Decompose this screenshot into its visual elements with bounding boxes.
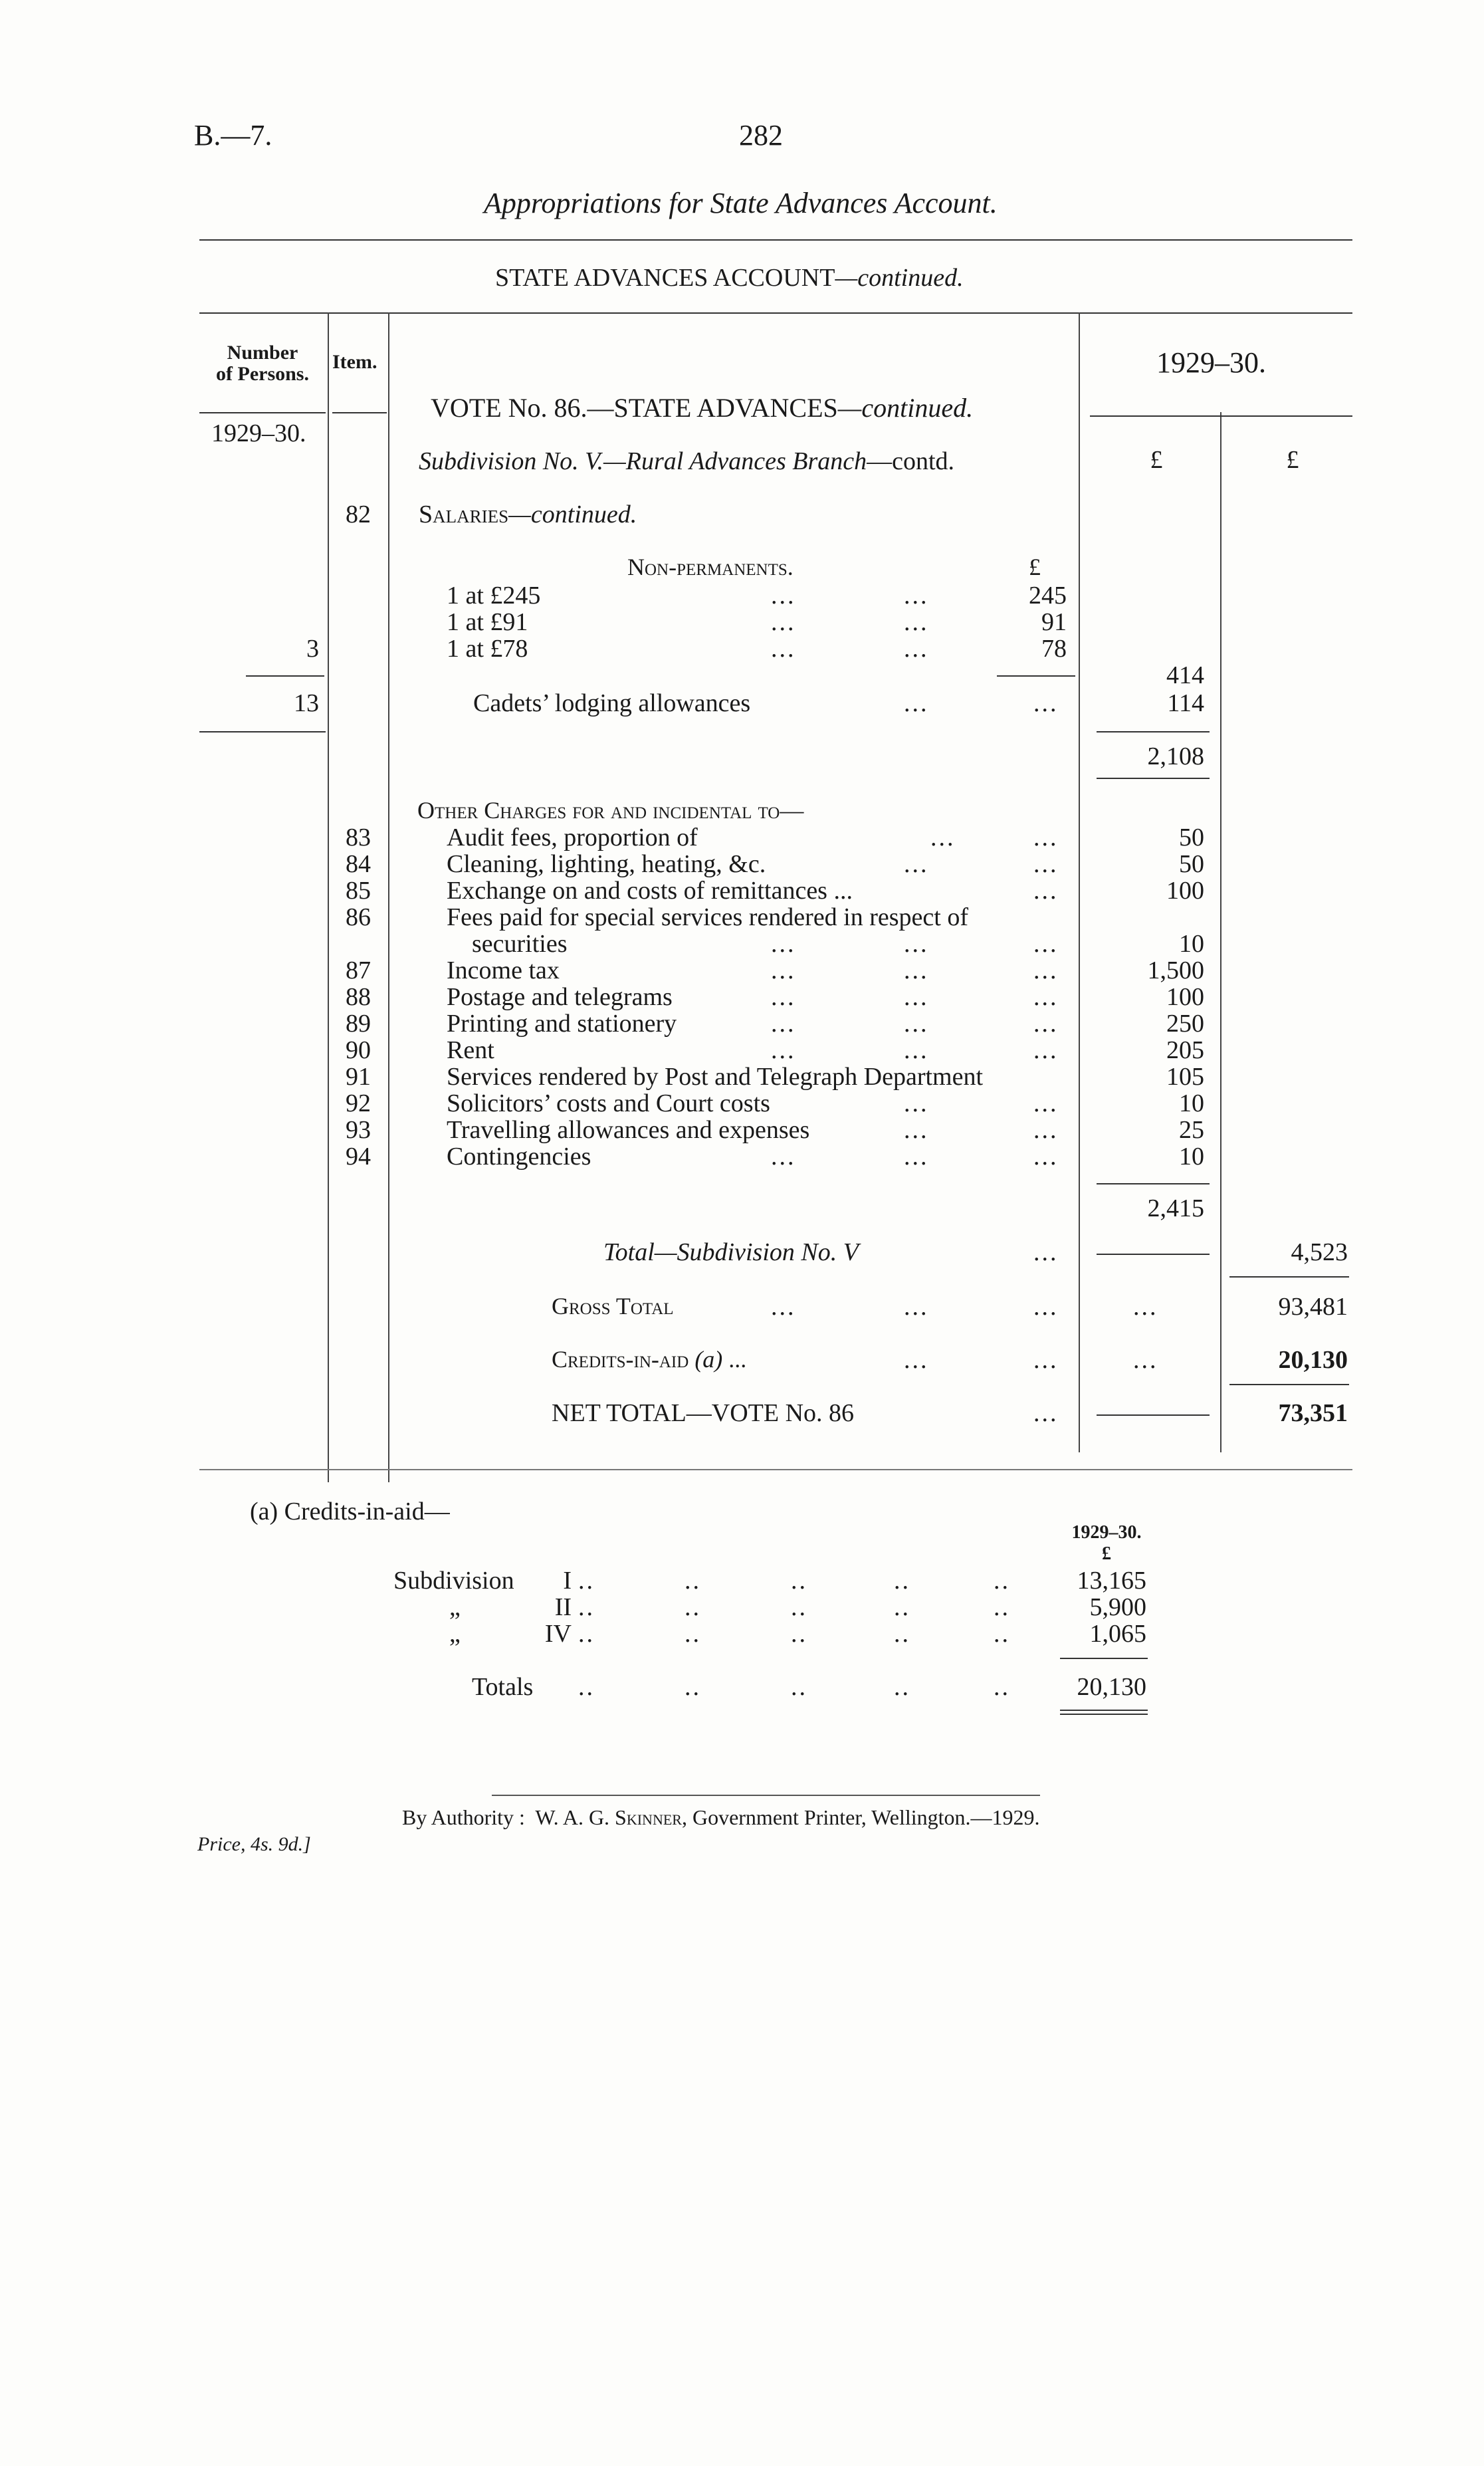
fn-row-dots: .. — [791, 1593, 807, 1621]
subdivision-total-value: 4,523 — [1291, 1238, 1348, 1266]
rule-subdivision-dash — [1097, 1254, 1210, 1255]
imprint-line: By Authority : W. A. G. Skinner, Government Printer, Wellington.—1929. — [402, 1805, 1040, 1829]
oc-dots: ... — [904, 956, 929, 984]
oc-dots: ... — [904, 1010, 929, 1038]
fn-row-value: 1,065 — [1089, 1620, 1146, 1648]
gross-total-dots: ... — [1033, 1293, 1059, 1321]
oc-label: Printing and stationery — [447, 1010, 677, 1038]
fn-row-value: 5,900 — [1089, 1593, 1146, 1621]
oc-dots: ... — [1033, 1010, 1059, 1038]
np-row-value: 91 — [1041, 608, 1067, 636]
fn-row-dots: .. — [685, 1567, 701, 1595]
oc-value: 25 — [1179, 1116, 1204, 1144]
np-row-dots: ... — [904, 608, 929, 636]
fn-row-dots: .. — [685, 1620, 701, 1648]
oc-dots: ... — [1033, 877, 1059, 905]
rule-fn-total-2 — [1060, 1714, 1148, 1715]
oc-total: 2,415 — [1147, 1194, 1204, 1222]
fn-row-dots: .. — [894, 1567, 910, 1595]
oc-dots: ... — [1033, 1143, 1059, 1171]
oc-dots: ... — [1033, 1036, 1059, 1064]
fn-row-dots: .. — [578, 1593, 595, 1621]
price-note: Price, 4s. 9d.] — [197, 1833, 311, 1855]
rule-salaries-total-below — [1097, 778, 1210, 779]
oc-item: 91 — [346, 1063, 371, 1091]
np-row-label: 1 at £91 — [447, 608, 528, 636]
oc-item: 83 — [346, 824, 371, 851]
oc-dots: ... — [904, 1143, 929, 1171]
np-row-dots: ... — [904, 635, 929, 663]
oc-item: 88 — [346, 983, 371, 1011]
salaries-heading: Salaries—continued. — [419, 501, 637, 528]
non-permanents-currency: £ — [1029, 554, 1041, 580]
oc-dots: ... — [1033, 930, 1059, 958]
oc-item: 90 — [346, 1036, 371, 1064]
np-row-dots: ... — [904, 582, 929, 610]
oc-item: 89 — [346, 1010, 371, 1038]
credits-dots: ... — [1033, 1346, 1059, 1374]
page-number: 282 — [739, 119, 783, 152]
oc-dots: ... — [771, 1010, 796, 1038]
footnote-heading: (a) Credits-in-aid— — [250, 1498, 450, 1525]
fn-row-dots: .. — [994, 1593, 1010, 1621]
rule-persons-subtotal — [246, 675, 324, 677]
fn-totals-dots: .. — [685, 1673, 701, 1701]
gross-total-value: 93,481 — [1278, 1293, 1348, 1321]
oc-dots: ... — [904, 850, 929, 878]
salaries-item: 82 — [346, 501, 371, 528]
rule-persons-head — [199, 412, 326, 413]
oc-value: 10 — [1179, 930, 1204, 958]
oc-dots: ... — [771, 1143, 796, 1171]
salaries-total: 2,108 — [1147, 742, 1204, 770]
oc-dots: ... — [771, 1036, 796, 1064]
fn-totals-dots: .. — [791, 1673, 807, 1701]
oc-dots: ... — [771, 983, 796, 1011]
fn-row-dots: .. — [685, 1593, 701, 1621]
fn-row-dots: .. — [894, 1593, 910, 1621]
net-total-value: 73,351 — [1278, 1399, 1348, 1427]
credits-value: 20,130 — [1278, 1346, 1348, 1374]
oc-item: 94 — [346, 1143, 371, 1171]
rule-credits — [1229, 1384, 1349, 1385]
oc-value: 10 — [1179, 1089, 1204, 1117]
rule-np-subtotal — [997, 675, 1075, 677]
other-charges-heading: Other Charges for and incidental to— — [417, 797, 804, 824]
oc-value: 250 — [1166, 1010, 1204, 1038]
fn-totals-dots: .. — [894, 1673, 910, 1701]
rule-imprint — [492, 1795, 1040, 1796]
rule-year-head — [1090, 415, 1352, 417]
rule-salaries-total — [1097, 731, 1210, 732]
fn-row-dots: .. — [894, 1620, 910, 1648]
cadets-dots: ... — [904, 689, 929, 717]
oc-label: Audit fees, proportion of — [447, 824, 698, 851]
gross-total-dots: ... — [771, 1293, 796, 1321]
oc-label: Exchange on and costs of remittances ... — [447, 877, 853, 905]
subdivision-title: Subdivision No. V.—Rural Advances Branch—contd. — [419, 447, 955, 475]
fn-totals-label: Totals — [472, 1673, 534, 1701]
oc-label: Cleaning, lighting, heating, &c. — [447, 850, 766, 878]
np-row-dots: ... — [771, 582, 796, 610]
oc-value: 10 — [1179, 1143, 1204, 1171]
np-subtotal: 414 — [1166, 661, 1204, 689]
fn-row-dots: .. — [578, 1567, 595, 1595]
fn-row-numeral: IV — [544, 1620, 572, 1648]
persons-year: 1929–30. — [211, 419, 306, 447]
section-title: STATE ADVANCES ACCOUNT—continued. — [495, 264, 964, 292]
col-divider-text — [1079, 312, 1080, 1452]
oc-dots: ... — [771, 956, 796, 984]
rule-item-head — [332, 412, 387, 413]
np-row-dots: ... — [771, 635, 796, 663]
cadets-value: 114 — [1167, 689, 1204, 717]
oc-dots: ... — [1033, 956, 1059, 984]
oc-label: Solicitors’ costs and Court costs — [447, 1089, 770, 1117]
oc-dots: ... — [1033, 1089, 1059, 1117]
oc-value: 100 — [1166, 877, 1204, 905]
oc-label: Income tax — [447, 956, 560, 984]
oc-label: Contingencies — [447, 1143, 591, 1171]
fn-row-dots: .. — [994, 1567, 1010, 1595]
footnote-year: 1929–30. — [1071, 1522, 1142, 1543]
oc-value: 205 — [1166, 1036, 1204, 1064]
col-divider-money — [1220, 412, 1221, 1452]
net-total-label: NET TOTAL—VOTE No. 86 — [552, 1399, 855, 1427]
oc-item: 92 — [346, 1089, 371, 1117]
currency-col2: £ — [1286, 446, 1299, 474]
rule-oc-total — [1097, 1183, 1210, 1184]
oc-item: 86 — [346, 903, 371, 931]
fn-row-value: 13,165 — [1077, 1567, 1146, 1595]
year-header: 1929–30. — [1156, 346, 1266, 379]
persons-total: 13 — [294, 689, 319, 717]
currency-col1: £ — [1150, 446, 1163, 474]
rule-table-bottom — [199, 1469, 1352, 1470]
credits-label: Credits-in-aid (a) ... — [552, 1346, 747, 1373]
item-header: Item. — [332, 351, 377, 373]
fn-totals-value: 20,130 — [1077, 1673, 1146, 1701]
fn-totals-dots: .. — [578, 1673, 595, 1701]
rule-subdivision-total — [1229, 1276, 1349, 1278]
document-ref: B.—7. — [194, 119, 272, 152]
gross-total-label: Gross Total — [552, 1293, 674, 1319]
oc-label: Fees paid for special services rendered in respect of — [447, 903, 968, 931]
fn-totals-dots: .. — [994, 1673, 1010, 1701]
oc-value: 50 — [1179, 850, 1204, 878]
oc-value: 100 — [1166, 983, 1204, 1011]
oc-value: 1,500 — [1147, 956, 1204, 984]
rule-fn-subtotal — [1060, 1658, 1148, 1659]
fn-row-prefix: „ — [449, 1620, 461, 1648]
subdivision-total-dots: ... — [1033, 1238, 1059, 1266]
oc-dots: ... — [1033, 850, 1059, 878]
rule-net-dash — [1097, 1414, 1210, 1416]
non-permanents-heading: Non-permanents. — [627, 554, 794, 580]
oc-label: Services rendered by Post and Telegraph Department — [447, 1063, 984, 1091]
np-row-label: 1 at £78 — [447, 635, 528, 663]
rule-fn-total-1 — [1060, 1710, 1148, 1711]
oc-dots: ... — [904, 983, 929, 1011]
fn-row-dots: .. — [578, 1620, 595, 1648]
oc-dots: ... — [1033, 824, 1059, 851]
oc-label: Travelling allowances and expenses — [447, 1116, 810, 1144]
rule-persons-total — [199, 731, 326, 732]
rule-table-top — [199, 312, 1352, 314]
np-row-dots: ... — [771, 608, 796, 636]
np-row-value: 245 — [1029, 582, 1067, 610]
footnote-currency: £ — [1102, 1543, 1111, 1564]
oc-dots: ... — [904, 1089, 929, 1117]
oc-dots: ... — [930, 824, 956, 851]
cadets-label: Cadets’ lodging allowances — [473, 689, 751, 717]
rule-top — [199, 239, 1352, 241]
oc-dots: ... — [771, 930, 796, 958]
fn-row-prefix: „ — [449, 1593, 461, 1621]
fn-row-numeral: II — [554, 1593, 572, 1621]
oc-item: 84 — [346, 850, 371, 878]
persons-header: Number of Persons. — [216, 342, 309, 385]
oc-item: 87 — [346, 956, 371, 984]
oc-item: 85 — [346, 877, 371, 905]
oc-dots: ... — [1033, 983, 1059, 1011]
credits-dots: ... — [904, 1346, 929, 1374]
oc-label: Postage and telegrams — [447, 983, 673, 1011]
subdivision-total-label: Total—Subdivision No. V — [603, 1238, 859, 1266]
oc-dots: ... — [904, 1036, 929, 1064]
fn-row-prefix: Subdivision — [393, 1567, 514, 1595]
page-subtitle: Appropriations for State Advances Account. — [484, 187, 998, 219]
oc-dots: ... — [904, 1116, 929, 1144]
oc-item: 93 — [346, 1116, 371, 1144]
oc-label: Rent — [447, 1036, 494, 1064]
fn-row-numeral: I — [563, 1567, 572, 1595]
col-divider-item — [388, 312, 389, 1482]
oc-label: securities — [472, 930, 568, 958]
credits-dots: ... — [1133, 1346, 1158, 1374]
fn-row-dots: .. — [994, 1620, 1010, 1648]
cadets-dots: ... — [1033, 689, 1059, 717]
gross-total-dots: ... — [904, 1293, 929, 1321]
oc-dots: ... — [1033, 1116, 1059, 1144]
fn-row-dots: .. — [791, 1620, 807, 1648]
net-total-dots: ... — [1033, 1399, 1059, 1427]
oc-dots: ... — [904, 930, 929, 958]
vote-title: VOTE No. 86.—STATE ADVANCES—continued. — [431, 393, 974, 423]
np-row-value: 78 — [1041, 635, 1067, 663]
np-row-label: 1 at £245 — [447, 582, 541, 610]
persons-count: 3 — [306, 635, 319, 663]
oc-value: 50 — [1179, 824, 1204, 851]
oc-value: 105 — [1166, 1063, 1204, 1091]
fn-row-dots: .. — [791, 1567, 807, 1595]
col-divider-persons — [328, 312, 329, 1482]
gross-total-dots: ... — [1133, 1293, 1158, 1321]
